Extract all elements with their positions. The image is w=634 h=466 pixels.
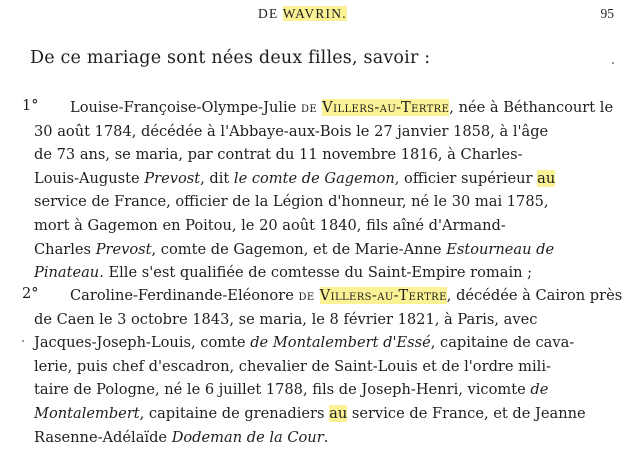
text-line (22, 96, 626, 120)
entry-paragraph-1 (22, 96, 626, 285)
highlighted-name: Villers-au-Tertre (319, 287, 447, 304)
text-line (34, 402, 626, 426)
running-header (0, 4, 634, 24)
line-segment: taire de Pologne, né le 6 juillet 1788, fils de Joseph-Henri, vicomte de (34, 381, 549, 399)
text-line: 30 août 1784, décédée à l'Abbaye-aux-Bois le 27 janvier 1858, à l'âge (34, 122, 549, 140)
text-line (22, 284, 626, 308)
highlighted-word: au (537, 169, 556, 187)
line-segment: Louis-Auguste Prevost, dit le comte de Gagemon, officier supérieur au (34, 169, 556, 187)
text-line: de 73 ans, se maria, par contrat du 11 novembre 1816, à Charles- (34, 146, 523, 164)
text-line: de Caen le 3 octobre 1843, se maria, le 8 février 1821, à Paris, avec (34, 310, 538, 328)
text-line (34, 331, 626, 355)
line-segment: Montalembert, capitaine de grenadiers au service de France, et de Jeanne (34, 404, 586, 422)
text-line: Rasenne-Adélaïde Dodeman de la Cour. (34, 428, 329, 446)
running-title-prefix: DE (258, 6, 283, 21)
text-line (34, 238, 626, 262)
highlighted-word: au (329, 404, 348, 422)
print-speck (22, 340, 24, 342)
print-speck (612, 62, 614, 64)
line-segment: Caroline-Ferdinande-Eléonore de Villers-au-Tertre, décédée à Cairon près (70, 287, 623, 304)
running-title-name: WAVRIN. (282, 6, 347, 21)
running-title (258, 6, 347, 22)
text-line: service de France, officier de la Légion d'honneur, né le 30 mai 1785, (34, 193, 549, 211)
text-line (34, 378, 626, 402)
text-line: Pinateau. Elle s'est qualifiée de comtesse du Saint-Empire romain ; (34, 264, 533, 282)
entry-number: 1° (22, 97, 39, 114)
text-line: mort à Gagemon en Poitou, le 20 août 1840, fils aîné d'Armand- (34, 216, 506, 234)
line-segment: Jacques-Joseph-Louis, comte de Montalembert d'Essé, capitaine de cava- (34, 334, 575, 352)
text-line (34, 167, 626, 191)
entry-paragraph-2 (22, 284, 626, 449)
line-segment: Louise-Françoise-Olympe-Julie de Villers-au-Tertre, née à Béthancourt le (70, 99, 614, 116)
intro-sentence: De ce mariage sont nées deux filles, savoir : (30, 48, 431, 68)
highlighted-name: Villers-au-Tertre (322, 99, 450, 116)
text-line: lerie, puis chef d'escadron, chevalier de Saint-Louis et de l'ordre mili- (34, 357, 551, 375)
line-segment: Charles Prevost, comte de Gagemon, et de Marie-Anne Estourneau de (34, 240, 555, 258)
page-number: 95 (600, 6, 614, 21)
entry-number: 2° (22, 285, 39, 302)
